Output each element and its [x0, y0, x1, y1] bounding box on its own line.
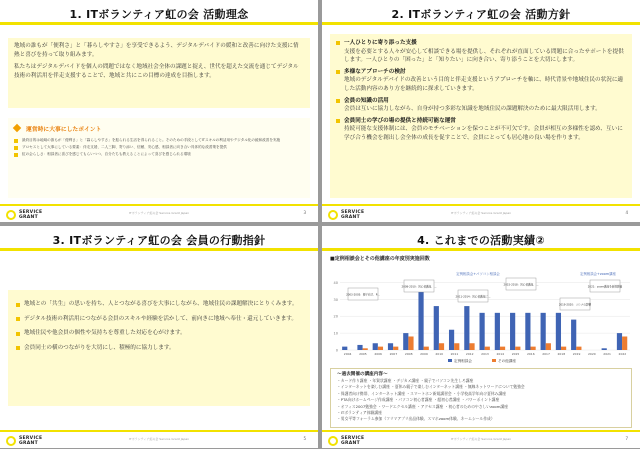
past-item: ・インターネットを楽しむ講座 ・夏休み親子で楽しむインターネット講座 ・無線ネットワークについて勉強会	[337, 384, 525, 390]
slide-2	[322, 0, 640, 222]
bar	[342, 347, 347, 350]
policy-body: 地域のデジタルデバイドの改善という目的と伴走支援というアプローチを軸に、時代背景や地域住民の状況に適した活動内容のあり方を継続的に探求していきます。	[344, 77, 624, 92]
policy-section	[336, 39, 626, 65]
past-item: ・ITボランティア体験講座	[337, 410, 382, 416]
bar	[556, 313, 561, 350]
bar	[403, 333, 408, 350]
chart-heading: ■定例相談会とその他講座の年度別実施回数	[330, 256, 430, 262]
bar	[546, 343, 551, 350]
bar	[480, 313, 485, 350]
slide-footer	[322, 204, 640, 222]
legend-swatch	[448, 359, 452, 362]
past-item: ・PTA向けホームページ作成講座 ・パソコン初心者講座 ・超初心者講座 ・パワーポイント講座	[337, 397, 500, 403]
philosophy-para-1: 地域の誰もが「便利さ」と「暮らしやすさ」を享受できるよう、デジタルデバイドの緩和と改善に向けた支援に情熱と喜びを持って取り組みます。	[14, 43, 299, 58]
past-courses-box	[330, 368, 632, 428]
bar	[530, 347, 535, 350]
legend-swatch	[492, 359, 496, 362]
x-tick-label: 2011	[450, 352, 459, 356]
policy-heading: 会員の知識の活用	[344, 97, 389, 104]
bar	[500, 347, 505, 350]
range-label: 定例相談会+パソコン相談会	[456, 272, 500, 276]
footer-caption: ITボランティア虹の会 Service Grant Japan	[450, 437, 512, 441]
page-number: 3	[303, 210, 306, 215]
slide-4	[322, 226, 640, 448]
slide-1	[0, 0, 318, 222]
page-number: 4	[625, 210, 628, 215]
policy-body: 会員は互いに協力しながら、自身が持つ多彩な知識を地域住民の課題解決のために最大限活用します。	[344, 106, 601, 113]
title-underline	[0, 248, 318, 251]
x-tick-label: 2017	[542, 352, 550, 356]
footer-caption: ITボランティア虹の会 Service Grant Japan	[450, 211, 512, 215]
page-number: 7	[625, 436, 628, 441]
slide-1-title: 1. ITボランティア虹の会 活動理念	[69, 8, 249, 21]
service-grant-logo: SERVICE GRANT	[6, 208, 46, 222]
page-number: 5	[303, 436, 306, 441]
slide-3	[0, 226, 318, 448]
policy-heading: 一人ひとりに寄り添った支援	[344, 40, 417, 46]
x-tick-label: 2021	[603, 352, 611, 356]
points-heading-text: 運営時に大事にしたポイント	[26, 127, 102, 133]
past-item: ・オフィス2007勉強会 ・ワードエクセル講座 ・アクセス講座 ・初心者のためのやさしいzoom講座	[337, 403, 509, 409]
x-tick-label: 2012	[465, 352, 474, 356]
policy-heading: 会員同士の学びの場の提供と持続可能な運営	[344, 117, 456, 124]
x-tick-label: 2014	[496, 352, 505, 356]
bar	[439, 343, 444, 350]
point-item: プロセスとして大事にしている要素：伴走支援、二人三脚、寄り添い、信頼、安心感、相談者に向き合い具体的な改善策を提供	[14, 144, 304, 151]
past-item: ・保護者向け携帯、インターネット講座 ・スマートホン新規講習会 ・小学校高学年向け夏休み講座	[337, 390, 507, 396]
x-tick-label: 2010	[435, 352, 444, 356]
annotation-text: 2003-2005：親子向け、P…	[346, 293, 380, 297]
slide-4-title: 4. これまでの活動実績②	[417, 234, 545, 247]
x-tick-label: 2013	[481, 352, 489, 356]
policy-heading: 多様なアプローチの検討	[344, 68, 406, 75]
bar	[464, 306, 469, 350]
policy-box	[330, 34, 632, 198]
policy-body: 支援を必要とする人々が安心して相談できる場を提供し、それぞれが直面している問題に合ったサポートを提供します。一人ひとりの「困った」と「知りたい」に向き合い、寄り添うことを大切にします。	[344, 48, 624, 64]
bar	[388, 343, 393, 350]
annotation-text: 2008-2010：初心者講座、…	[401, 285, 437, 289]
bar	[408, 336, 413, 350]
bar	[357, 345, 362, 350]
bar	[561, 347, 566, 350]
guidelines-box	[8, 290, 310, 406]
bar	[510, 313, 515, 350]
slide-footer	[0, 204, 318, 222]
pencil-icon	[13, 124, 21, 132]
x-tick-label: 2018	[557, 352, 566, 356]
bar	[541, 313, 546, 350]
slide-footer	[0, 430, 318, 448]
legend-label: その他講座	[498, 359, 516, 363]
legend-label: 定例相談会	[454, 359, 472, 363]
bar	[622, 336, 627, 350]
service-grant-logo: SERVICE GRANT	[328, 208, 368, 222]
footer-caption: ITボランティア虹の会 Service Grant Japan	[128, 437, 190, 441]
bar	[515, 347, 520, 350]
policy-section	[336, 117, 626, 143]
y-tick-label: 30	[333, 297, 338, 302]
x-tick-label: 2004	[343, 352, 352, 356]
title-underline	[322, 22, 640, 25]
past-item: ・男女平等フォーラム参加（フリマアプリ出品体験、スマホzoom体験、ネームシール作成）	[337, 416, 495, 422]
annotation-text: 2011-2014：初心者講座に…	[455, 295, 491, 299]
service-grant-logo: SERVICE GRANT	[328, 434, 368, 448]
bar	[495, 313, 500, 350]
x-tick-label: 2005	[359, 352, 367, 356]
service-grant-logo: SERVICE GRANT	[6, 434, 46, 448]
bar	[617, 333, 622, 350]
philosophy-box	[8, 38, 310, 108]
range-label: 定例相談会+zoom講座	[580, 272, 616, 276]
slide-footer	[322, 430, 640, 448]
bar	[363, 348, 368, 350]
annotation-text: 2019-2020：コロナの影響	[558, 303, 592, 307]
title-underline	[322, 248, 640, 251]
slide-3-title: 3. ITボランティア虹の会 会員の行動指針	[52, 234, 266, 247]
bar	[571, 320, 576, 350]
point-item: 虹の会らしさ：相談者に喜びを感じてもらいつつ、自分たちも教えることによって喜びを感じられる環境	[14, 151, 304, 158]
policy-body: 持続可能な支援体制には、会員のモチベーションを保つことが不可欠です。会員が相互の多様性を認め、互いに学び合う機会を創出し会全体の成長を促すことで、会員にとっても居心地の良い場を作ります。	[344, 126, 623, 141]
guideline-item: 地域との「共生」の思いを持ち、人とつながる喜びを大事にしながら、地域住民の課題解決にとりくみます。	[16, 300, 302, 309]
y-tick-label: 10	[333, 331, 338, 336]
bar	[525, 313, 530, 350]
bar	[373, 343, 378, 350]
bar	[434, 306, 439, 350]
point-item: 最終目的は地域の誰もが「便利さ」と「暮らしやすさ」を振られる生活を得られること。そのための手段としてITスキルの利活用やデジタル化の緩和改善を実施	[14, 137, 304, 144]
bar	[485, 347, 490, 350]
bar	[393, 347, 398, 350]
guideline-item: デジタル技術の利活用につながる会員のスキルや経験を活かして、前向きに地域へ奉仕・還元していきます。	[16, 315, 302, 324]
guideline-item: 会員同士の横のつながりを大切にし、積極的に協力します。	[16, 344, 302, 353]
bar	[424, 347, 429, 350]
slide-2-title: 2. ITボランティア虹の会 活動方針	[391, 8, 571, 21]
activity-bar-chart	[328, 266, 634, 366]
footer-caption: ITボランティア虹の会 Service Grant Japan	[128, 211, 190, 215]
x-tick-label: 2016	[526, 352, 535, 356]
points-heading	[14, 124, 304, 133]
bar	[454, 343, 459, 350]
bar	[449, 330, 454, 350]
x-tick-label: 2020	[588, 352, 596, 356]
x-tick-label: 2022	[618, 352, 627, 356]
bar	[576, 347, 581, 350]
points-box	[8, 118, 310, 198]
bar	[469, 343, 474, 350]
past-heading: 〜過去開催の講座内容〜	[337, 372, 388, 377]
x-tick-label: 2008	[404, 352, 413, 356]
y-tick-label: 0	[335, 348, 338, 353]
policy-section	[336, 97, 626, 114]
x-tick-label: 2009	[420, 352, 428, 356]
y-tick-label: 40	[333, 280, 338, 285]
annotation-text: 2015-2018：初心者講座、…	[503, 283, 539, 287]
x-tick-label: 2015	[511, 352, 520, 356]
title-underline	[0, 22, 318, 25]
guideline-item: 地域住民や他会員の個性や気持ちを尊重した対応を心がけます。	[16, 329, 302, 338]
policy-section	[336, 68, 626, 94]
x-tick-label: 2019	[572, 352, 581, 356]
y-tick-label: 20	[333, 314, 338, 319]
past-item: ・カード作り講座 ・年賀状講座 ・デジカメ講座 ・親子でパソコン先生しろ講座	[337, 378, 474, 383]
bar	[602, 348, 607, 350]
x-tick-label: 2007	[389, 352, 398, 356]
annotation-text: 2021：zoom講座を新規開催	[587, 285, 623, 289]
x-tick-label: 2006	[374, 352, 382, 356]
bar	[378, 347, 383, 350]
philosophy-para-2: 私たちはデジタルデバイドを個人の問題ではなく地域社会全体の課題と捉え、世代を超えた交流を通じてデジタル技術の利活用を伴走支援することで、地域と共にこの目標の達成を目指します。	[14, 64, 299, 79]
bar	[418, 286, 423, 350]
